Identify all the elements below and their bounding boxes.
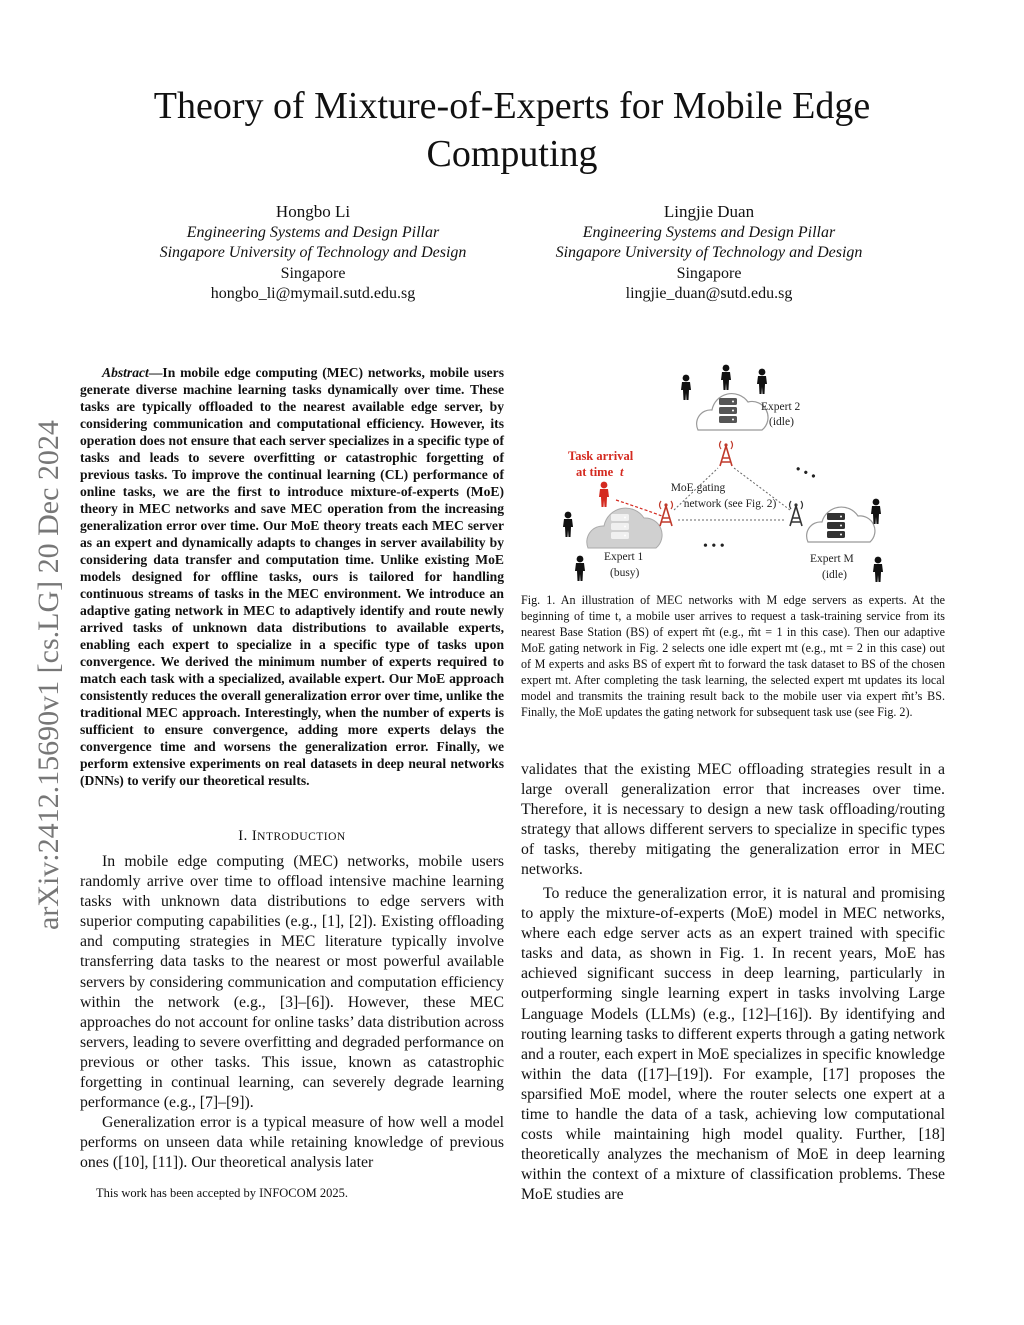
ellipsis-dots: • • • [703,539,725,554]
time-variable: t [620,465,624,479]
expert-2-cloud-icon [697,394,768,430]
author-university: Singapore University of Technology and Design [555,244,863,261]
expert-m-state: (idle) [822,569,847,581]
paper-title: Theory of Mixture-of-Experts for Mobile Edge Computing [153,85,871,175]
author-country: Singapore [280,264,346,282]
footnote: This work has been accepted by INFOCOM 2025. [96,1186,349,1200]
base-station-icon [660,501,673,526]
author-block-1 [113,202,513,305]
task-arrival-label: Task arrival [568,449,634,463]
author-name: Lingjie Duan [663,202,755,221]
author-department: Engineering Systems and Design Pillar [186,223,440,241]
network-links [674,468,790,520]
expert-m-cloud-icon [807,507,875,542]
at-time-label: at time [576,465,614,479]
expert-1-state: (busy) [610,567,640,579]
gating-label-line-2: network (see Fig. 2) [683,498,777,510]
author-email: lingjie_duan@sutd.edu.sg [625,285,793,302]
expert-2-label: Expert 2 [761,401,801,413]
figure-1-diagram [548,362,952,584]
arriving-user-icon [599,482,609,507]
gating-label-line-1: MoE gating [670,482,726,494]
figure-1-caption [521,592,945,720]
author-country: Singapore [676,264,742,282]
base-station-icon [790,501,803,526]
ellipsis-dots: • • • [792,462,819,485]
expert-1-label: Expert 1 [604,551,644,563]
arxiv-stamp-text: arXiv:2412.15690v1 [cs.LG] 20 Dec 2024 [32,420,65,930]
expert-1-cloud-icon [587,508,662,548]
author-email: hongbo_li@mymail.sutd.edu.sg [210,285,416,302]
expert-m-label: Expert M [810,553,854,565]
arxiv-identifier-stamp [14,352,72,932]
base-station-icon [720,441,733,466]
author-university: Singapore University of Technology and Design [159,244,467,261]
abstract [80,364,504,789]
abstract-label: Abstract [102,365,149,380]
author-block-2 [509,202,909,305]
intro-paragraph-1: In mobile edge computing (MEC) networks, mobile users randomly arrive over time to offload intensive machine learning tasks with unknown data distributions to edge servers with superior computing capabilities (e.g., [1], [2]). Existing offloading and computing strategies in MEC literature typically involve transferring data tasks to the nearest or most powerful available servers by considering communication and computation efficiency within the network (e.g., [3]–[6]). However, these MEC approaches do not account for online tasks’ data distribution across servers, leading to severe overfitting and degraded performance on previous or other tasks. This issue, known as catastrophic forgetting in continual learning, can severely degrade learning performance (e.g., [7]–[9]). [80,853,504,1112]
right-paragraph-1: validates that the existing MEC offloading strategies result in a large overall generalization error that increases over time. Therefore, it is necessary to design a new task offloading/routing strategy that allows different servers to specialize in specific types of tasks, thereby mitigating the generalization error in MEC networks. [521,761,945,879]
caption-text: An illustration of MEC networks with M edge servers as experts. At the beginning of time t, a mobile user arrives to request a task-training service from its nearest Base Station (BS) of expert m̃t (e.g., m̃t = 1 in this case). Then our adaptive MoE gating network in Fig. 2 selects one idle expert mt (e.g., mt = 2 in this case) out of M experts and asks BS of expert m̃t to forward the task dataset to BS of the chosen expert mt. After completing the task learning, the selected expert mt updates its local model and transmits the training result back to the mobile user via expert m̃t’s BS. Finally, the MoE updates the gating network for subsequent task use (see Fig. 2). [521,593,945,719]
section-heading-introduction: I. INTRODUCTION [238,828,346,844]
caption-label: Fig. 1. [521,593,556,607]
author-name: Hongbo Li [275,202,351,221]
right-paragraph-2: To reduce the generalization error, it is natural and promising to apply the mixture-of-experts (MoE) model in MEC networks, where each edge server acts as an expert trained with specific tasks and data, as shown in Fig. 1. In recent years, MoE has achieved significant success in deep learning, particularly in outperforming single learning expert in tasks involving Large Language Models (LLMs) (e.g., [12]–[16]). By identifying and routing learning tasks to different experts through a gating network and a router, each expert in MoE specializes in specific knowledge within the data ([17]–[19]). For example, [17] proposes the sparsified MoE model, where the router selects one expert at a time to handle the data of a task, achieving low computational costs while maintaining high model quality. Further, [18] theoretically analyzes the mechanism of MoE in deep learning within the context of a mixture of classification problems. These MoE studies are [521,885,945,1204]
abstract-text: —In mobile edge computing (MEC) networks, mobile users generate diverse machine learning tasks dynamically over time. These tasks are typically offloaded to the nearest available edge server, by considering communication and computational efficiency. However, its operation does not ensure that each server specializes in a specific type of tasks and leads to severe overfitting or catastrophic forgetting of previous tasks. To improve the continual learning (CL) performance of online tasks, we are the first to introduce mixture-of-experts (MoE) theory in MEC networks and save MEC operation from the increasing generalization error over time. Our MoE theory treats each MEC server as an expert and dynamically adapts to changes in server availability by considering data transfer and computation time. Unlike existing MoE models designed for offline tasks, ours is tailored for handling continuous streams of tasks in the MEC environment. We introduce an adaptive gating network in MEC to adaptively identify and route newly arrived tasks of unknown data distributions to available experts, enabling each expert to specialize in a specific type of tasks upon convergence. We derived the minimum number of experts required to match each task with a specialized, available expert. Our MoE approach consistently reduces the overall generalization error over time, unlike the traditional MEC approach. Interestingly, when the number of experts is sufficient to ensure convergence, adding more experts delays the convergence time and worsens the generalization error. Finally, we perform extensive experiments on real datasets in deep neural networks (DNNs) to verify our theoretical results. [80,365,504,788]
expert-2-state: (idle) [769,416,794,428]
author-department: Engineering Systems and Design Pillar [582,223,836,241]
intro-paragraph-2: Generalization error is a typical measure of how well a model performs on unseen data while retaining knowledge of previous ones ([10], [11]). Our theoretical analysis later [80,1114,504,1172]
